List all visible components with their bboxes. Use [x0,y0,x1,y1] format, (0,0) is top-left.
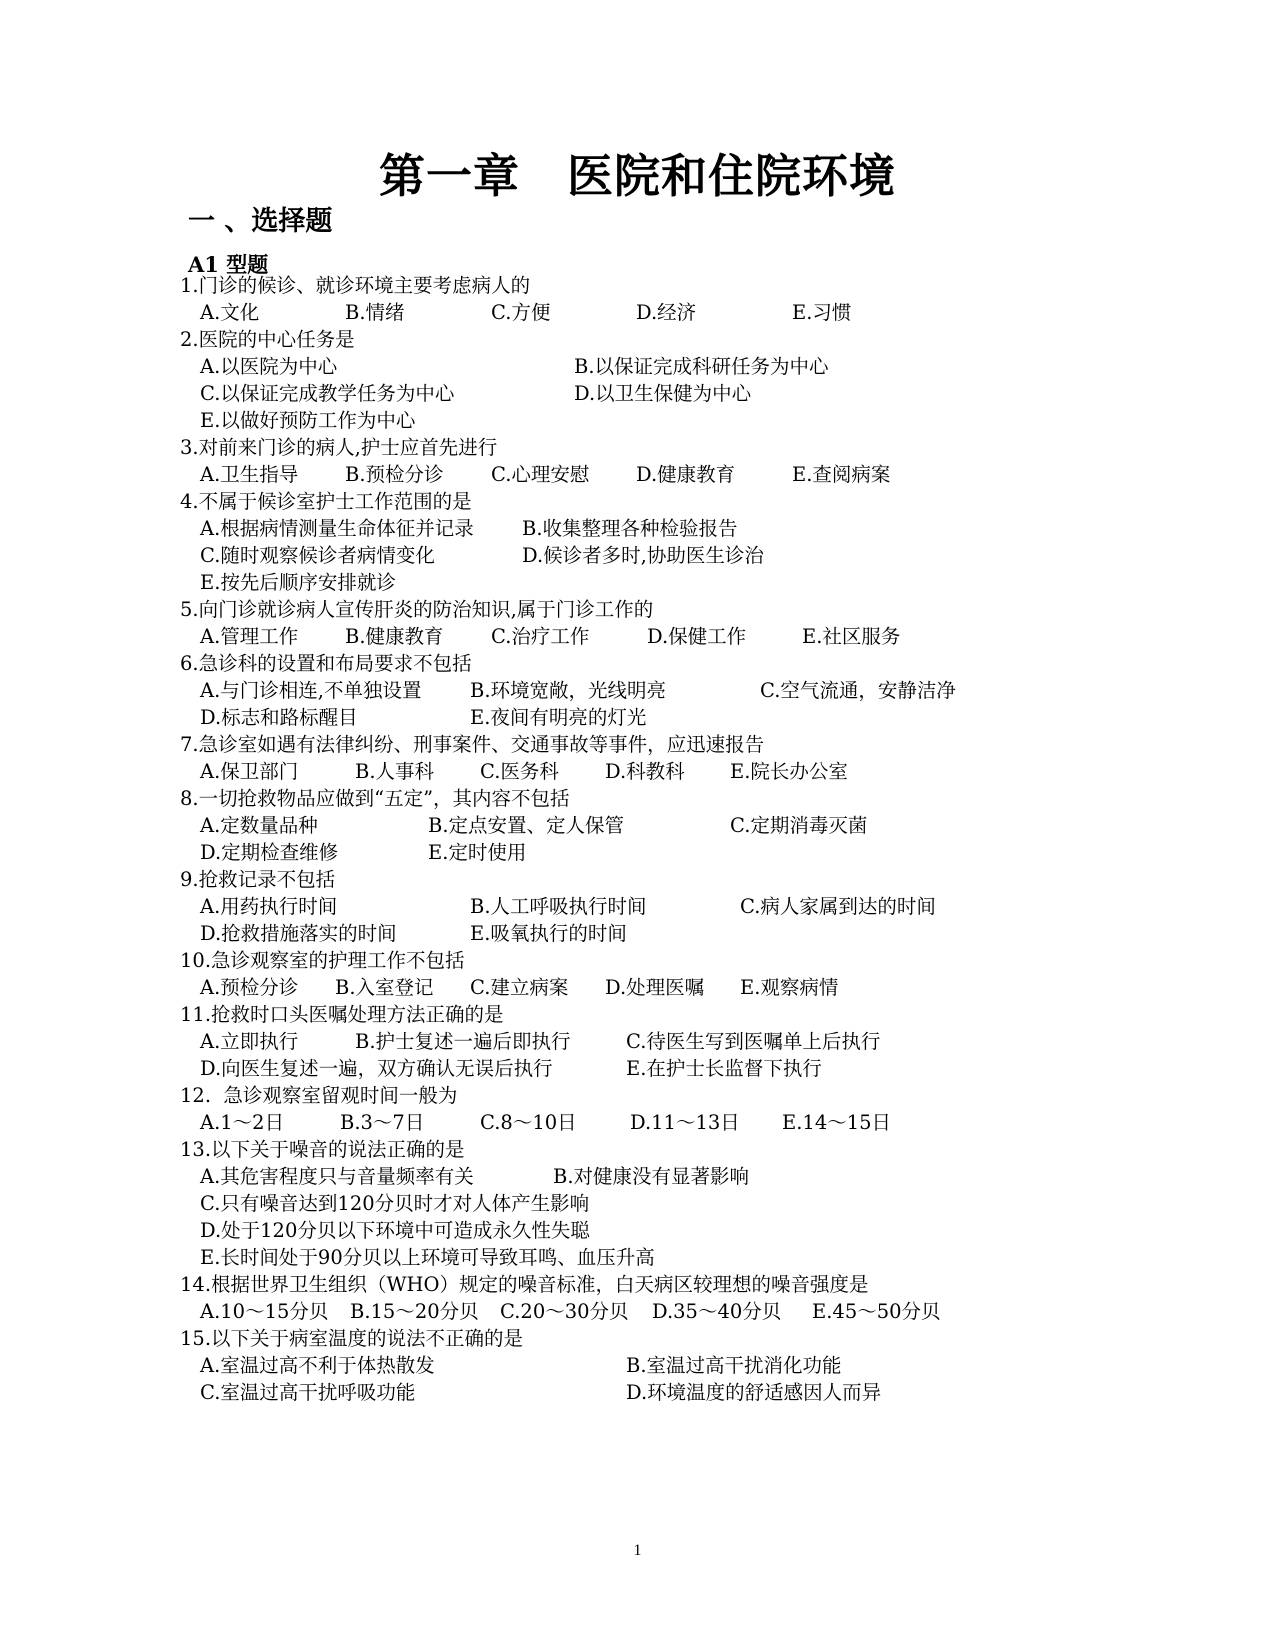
option-a: A.管理工作 [200,625,299,648]
option-d: D.保健工作 [647,625,747,648]
option-b: B.情绪 [345,301,405,324]
option-d: D.以卫生保健为中心 [574,382,752,405]
option-a: A.定数量品种 [200,814,318,837]
option-a: A.文化 [200,301,260,324]
question-stem: 15.以下关于病室温度的说法不正确的是 [180,1327,524,1350]
option-a: A.卫生指导 [200,463,299,486]
option-b: B.预检分诊 [345,463,444,486]
question-stem: 6.急诊科的设置和布局要求不包括 [180,652,472,675]
option-d: D.向医生复述一遍，双方确认无误后执行 [200,1057,553,1080]
option-b: B.护士复述一遍后即执行 [355,1030,571,1053]
option-d: D.处于120分贝以下环境中可造成永久性失聪 [200,1219,590,1242]
option-b: B.以保证完成科研任务为中心 [574,355,829,378]
option-a: A.根据病情测量生命体征并记录 [200,517,474,540]
option-c: C.空气流通，安静洁净 [760,679,956,702]
question-stem: 4.不属于候诊室护士工作范围的是 [180,490,472,513]
option-e: E.14～15日 [782,1111,892,1134]
option-d: D.抢救措施落实的时间 [200,922,397,945]
chapter-title: 第一章 医院和住院环境 [379,149,896,203]
option-d: D.经济 [636,301,697,324]
option-e: E.按先后顺序安排就诊 [200,571,396,594]
option-e: E.观察病情 [740,976,839,999]
option-c: C.8～10日 [480,1111,577,1134]
option-c: C.方便 [491,301,551,324]
option-b: B.15～20分贝 [350,1300,479,1323]
option-d: D.科教科 [605,760,685,783]
question-stem: 8.一切抢救物品应做到“五定”，其内容不包括 [180,787,570,810]
option-c: C.以保证完成教学任务为中心 [200,382,455,405]
option-e: E.以做好预防工作为中心 [200,409,416,432]
option-c: C.建立病案 [470,976,569,999]
subsection-title: A1 型题 [188,252,269,277]
option-d: D.35～40分贝 [652,1300,782,1323]
option-b: B.人工呼吸执行时间 [470,895,647,918]
option-a: A.预检分诊 [200,976,299,999]
option-c: C.医务科 [480,760,559,783]
option-e: E.吸氧执行的时间 [470,922,627,945]
option-b: B.对健康没有显著影响 [553,1165,750,1188]
option-a: A.其危害程度只与音量频率有关 [200,1165,474,1188]
option-c: C.治疗工作 [491,625,590,648]
section-title: 一 、选择题 [188,206,333,237]
question-stem: 11.抢救时口头医嘱处理方法正确的是 [180,1003,504,1026]
option-d: D.标志和路标醒目 [200,706,358,729]
option-e: E.习惯 [792,301,852,324]
option-c: C.病人家属到达的时间 [740,895,936,918]
option-d: D.处理医嘱 [605,976,705,999]
option-a: A.立即执行 [200,1030,299,1053]
option-a: A.1～2日 [200,1111,285,1134]
option-d: D.环境温度的舒适感因人而异 [626,1381,882,1404]
option-a: A.保卫部门 [200,760,299,783]
question-stem: 13.以下关于噪音的说法正确的是 [180,1138,465,1161]
option-c: C.只有噪音达到120分贝时才对人体产生影响 [200,1192,590,1215]
option-c: C.心理安慰 [491,463,590,486]
question-stem: 3.对前来门诊的病人,护士应首先进行 [180,436,498,459]
option-c: C.随时观察候诊者病情变化 [200,544,435,567]
option-e: E.社区服务 [802,625,901,648]
question-stem: 12. 急诊观察室留观时间一般为 [180,1084,458,1107]
question-stem: 5.向门诊就诊病人宣传肝炎的防治知识,属于门诊工作的 [180,598,654,621]
option-b: B.收集整理各种检验报告 [522,517,738,540]
option-b: B.定点安置、定人保管 [428,814,625,837]
option-c: C.室温过高干扰呼吸功能 [200,1381,416,1404]
question-stem: 14.根据世界卫生组织（WHO）规定的噪音标准，白天病区较理想的噪音强度是 [180,1273,869,1296]
question-stem: 2.医院的中心任务是 [180,328,355,351]
option-d: D.候诊者多时,协助医生诊治 [522,544,764,567]
option-a: A.与门诊相连,不单独设置 [200,679,422,702]
option-b: B.3～7日 [340,1111,425,1134]
option-e: E.夜间有明亮的灯光 [470,706,647,729]
option-e: E.45～50分贝 [812,1300,941,1323]
option-a: A.以医院为中心 [200,355,338,378]
question-stem: 1.门诊的候诊、就诊环境主要考虑病人的 [180,274,531,297]
option-a: A.用药执行时间 [200,895,338,918]
option-c: C.定期消毒灭菌 [730,814,868,837]
option-b: B.环境宽敞，光线明亮 [470,679,667,702]
option-e: E.在护士长监督下执行 [626,1057,822,1080]
option-b: B.健康教育 [345,625,444,648]
option-a: A.10～15分贝 [200,1300,329,1323]
option-b: B.人事科 [355,760,435,783]
option-c: C.20～30分贝 [500,1300,629,1323]
option-d: D.健康教育 [636,463,736,486]
option-e: E.定时使用 [428,841,527,864]
option-e: E.查阅病案 [792,463,891,486]
option-a: A.室温过高不利于体热散发 [200,1354,435,1377]
option-d: D.11～13日 [630,1111,740,1134]
option-c: C.待医生写到医嘱单上后执行 [626,1030,881,1053]
option-e: E.院长办公室 [730,760,848,783]
question-stem: 7.急诊室如遇有法律纠纷、刑事案件、交通事故等事件，应迅速报告 [180,733,765,756]
page-number: 1 [633,1542,642,1559]
question-stem: 10.急诊观察室的护理工作不包括 [180,949,465,972]
question-stem: 9.抢救记录不包括 [180,868,336,891]
option-b: B.入室登记 [335,976,434,999]
option-d: D.定期检查维修 [200,841,339,864]
option-b: B.室温过高干扰消化功能 [626,1354,842,1377]
option-e: E.长时间处于90分贝以上环境可导致耳鸣、血压升高 [200,1246,655,1269]
